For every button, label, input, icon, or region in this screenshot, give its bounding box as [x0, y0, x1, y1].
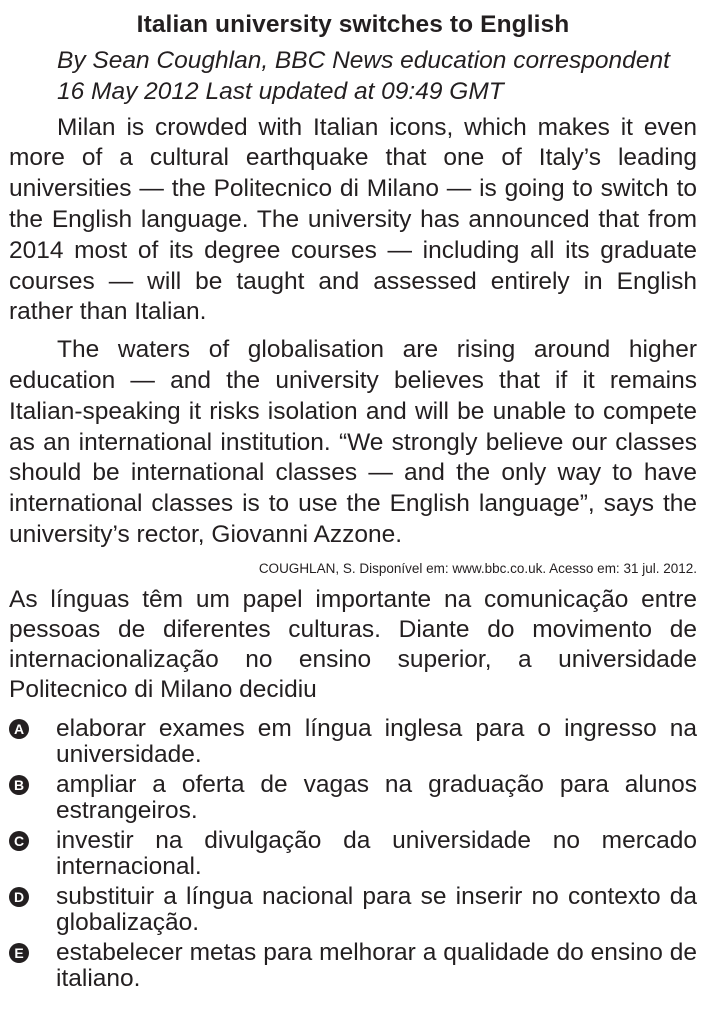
- answer-options: [9, 716, 697, 992]
- article-source-citation: COUGHLAN, S. Disponível em: www.bbc.co.uk. Acesso em: 31 jul. 2012.: [258, 560, 697, 576]
- option-e-letter-badge: E: [9, 943, 29, 963]
- option-e-text: estabelecer metas para melhorar a qualidade do ensino de italiano.: [56, 938, 697, 992]
- option-b-text: ampliar a oferta de vagas na graduação para alunos estrangeiros.: [56, 770, 697, 824]
- article: [9, 10, 697, 578]
- option-a[interactable]: [9, 716, 697, 768]
- option-c-letter-badge: C: [9, 831, 29, 851]
- article-paragraph-2: The waters of globalisation are rising around higher education — and the university believes that if it remains Italian-speaking it risks isolation and will be unable to compete as an international institution. “We strongly believe our classes should be international classes — and the only way to have international classes is to use the English language”, says the university’s rector, Giovanni Azzone.: [9, 336, 697, 548]
- article-byline: By Sean Coughlan, BBC News education correspondent: [57, 47, 670, 74]
- question-prompt: As línguas têm um papel importante na comunicação entre pessoas de diferentes culturas. Diante do movimento de internacionalização no ensino superior, a universidade Politecnico di Milano decidiu: [9, 585, 697, 703]
- option-d[interactable]: [9, 884, 697, 936]
- article-dateline: 16 May 2012 Last updated at 09:49 GMT: [57, 77, 504, 105]
- option-a-letter-badge: A: [9, 719, 29, 739]
- option-d-text: substituir a língua nacional para se inserir no contexto da globalização.: [56, 882, 697, 936]
- option-c-text: investir na divulgação da universidade no mercado internacional.: [56, 826, 697, 880]
- option-b[interactable]: [9, 772, 697, 824]
- option-c[interactable]: [9, 828, 697, 880]
- option-b-letter-badge: B: [9, 775, 29, 795]
- option-a-text: elaborar exames em língua inglesa para o ingresso na universidade.: [56, 714, 697, 768]
- option-e[interactable]: [9, 940, 697, 992]
- article-paragraph-1: Milan is crowded with Italian icons, which makes it even more of a cultural earthquake that one of Italy’s leading universities — the Politecnico di Milano — is going to switch to the English language. The university has announced that from 2014 most of its degree courses — including all its graduate courses — will be taught and assessed entirely in English rather than Italian.: [9, 113, 697, 326]
- option-d-letter-badge: D: [9, 887, 29, 907]
- article-title: Italian university switches to English: [136, 11, 570, 38]
